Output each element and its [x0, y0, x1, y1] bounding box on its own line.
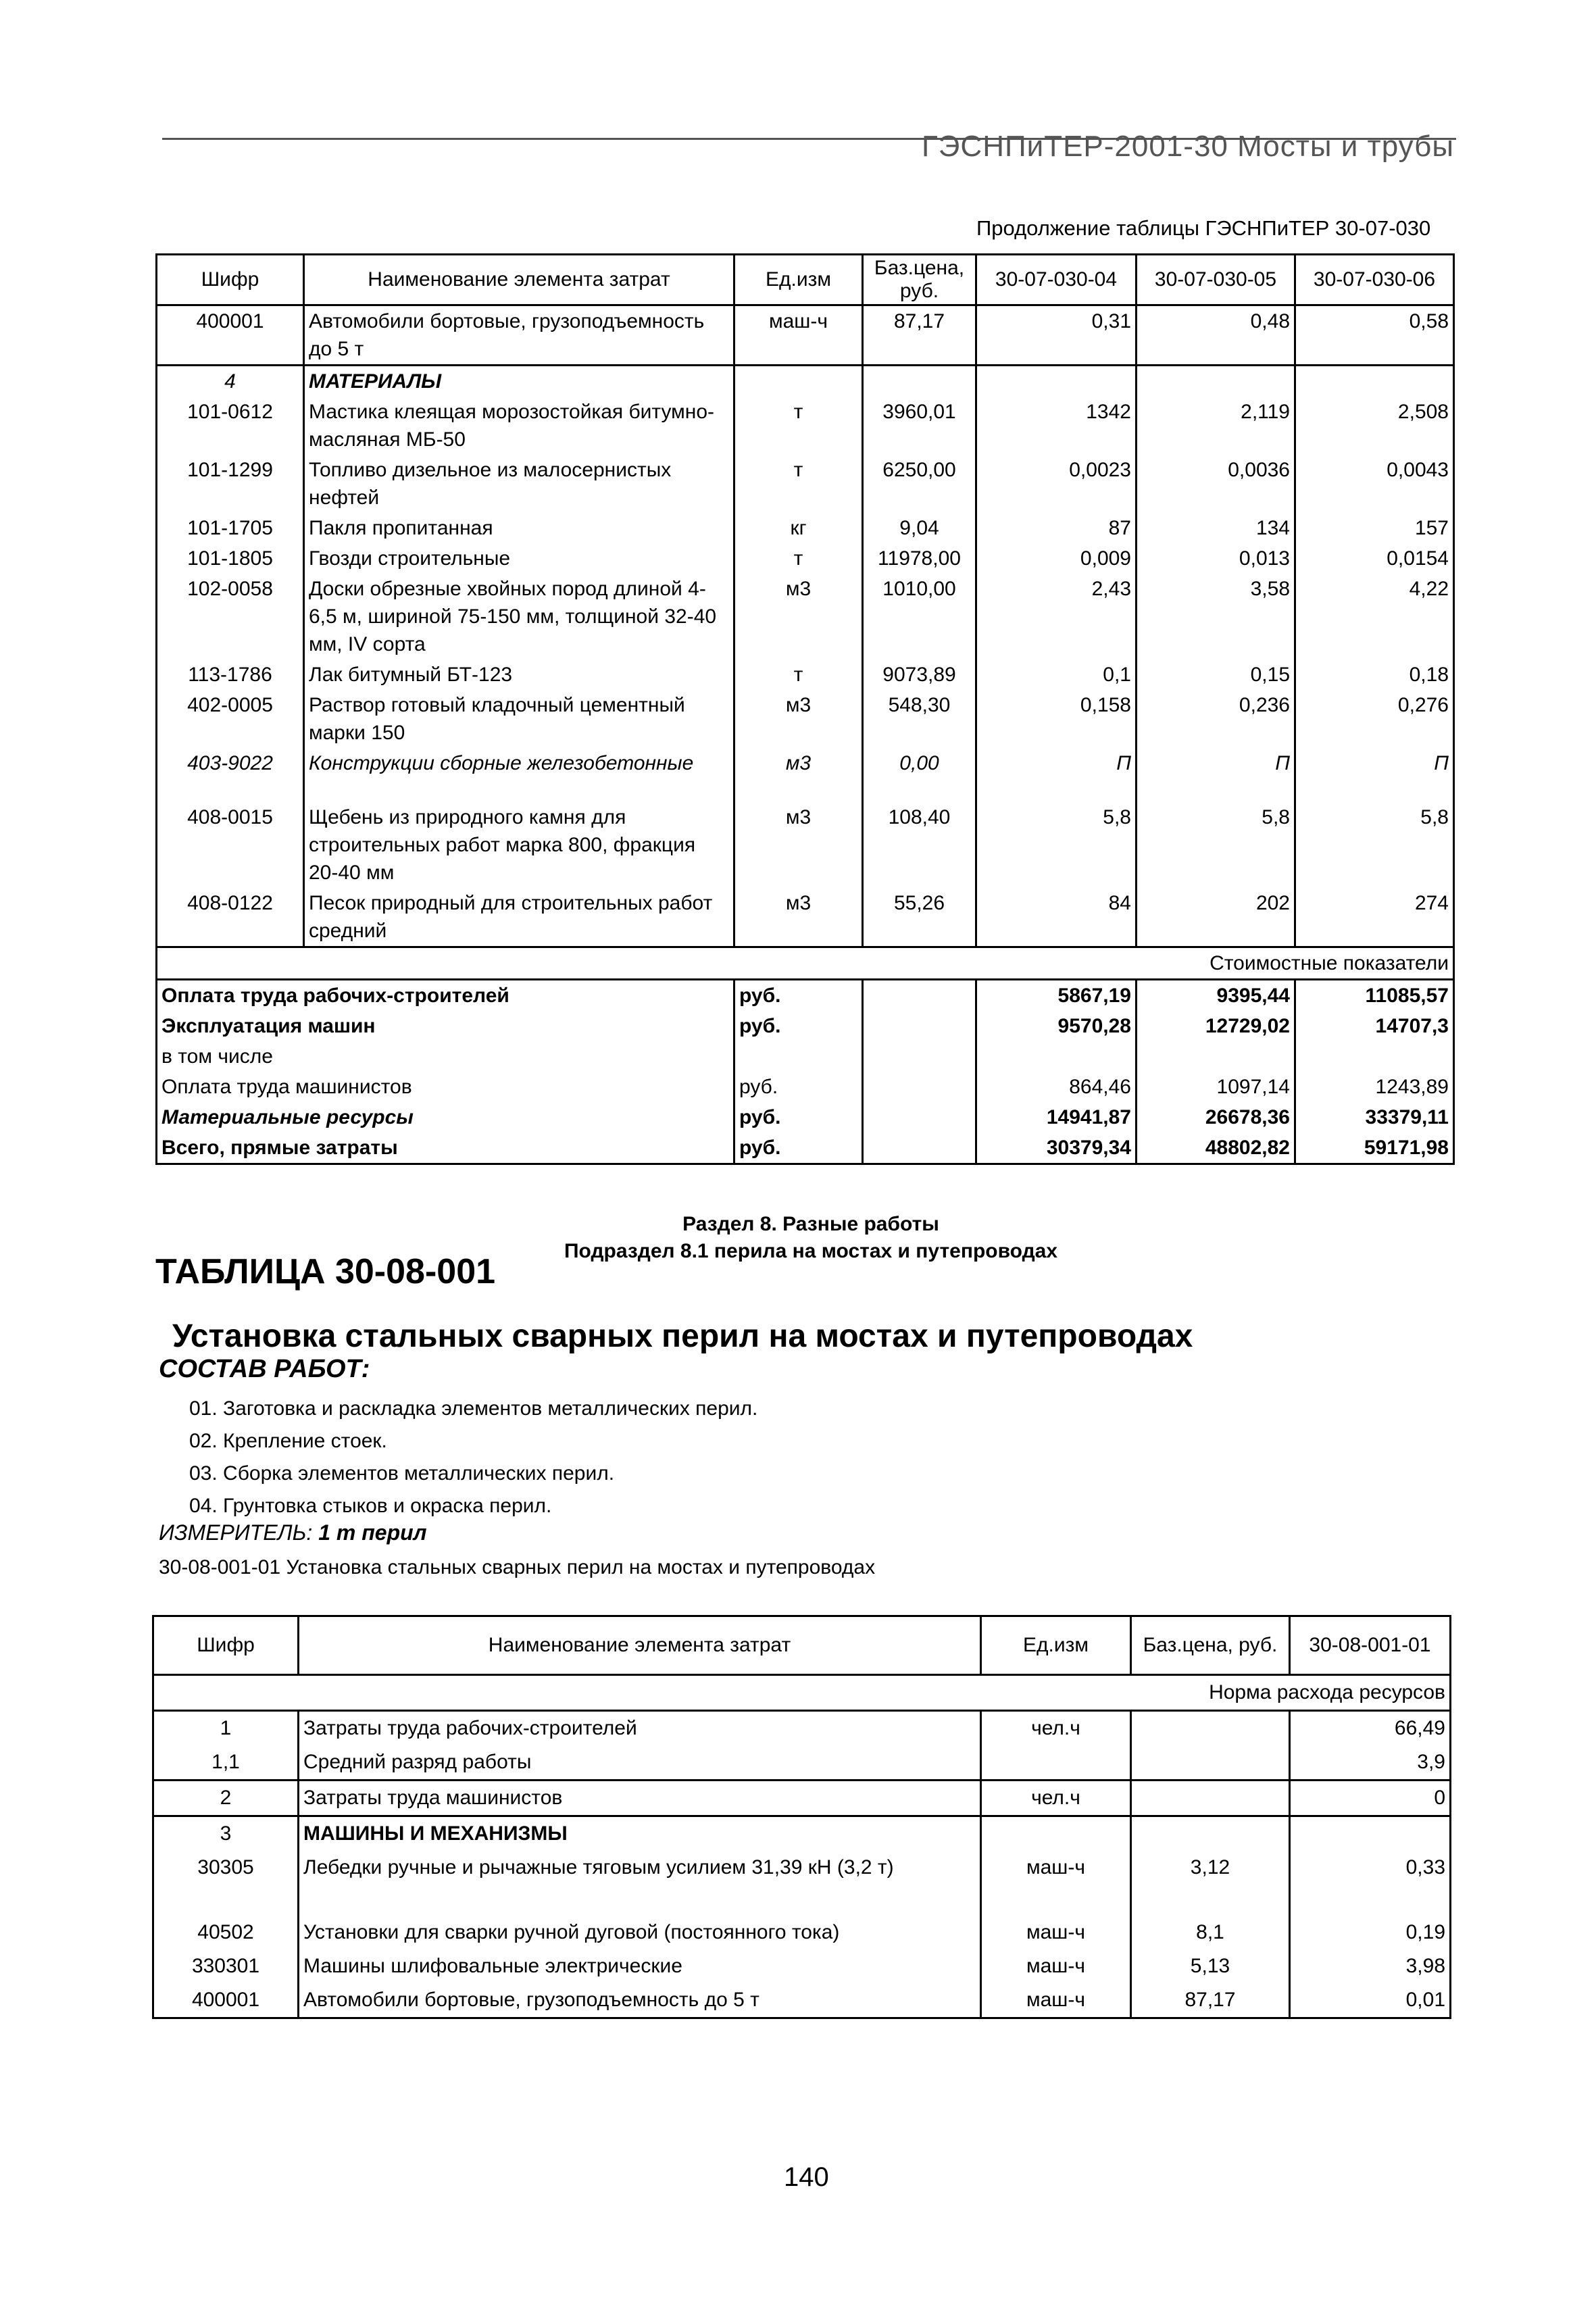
summary-unit: руб.: [734, 1102, 863, 1132]
value-cell: 0,013: [1137, 543, 1295, 574]
value-cell: П: [1295, 748, 1454, 802]
name-cell: Средний разряд работы: [299, 1745, 981, 1781]
summary-name: в том числе: [157, 1041, 734, 1072]
unit-cell: маш-ч: [981, 1983, 1131, 2018]
value-cell: 5,8: [1295, 802, 1454, 888]
cost-indicators-row: [157, 947, 1454, 980]
code-cell: 101-1805: [157, 543, 304, 574]
value-cell: 0,01: [1290, 1983, 1451, 2018]
code-cell: 101-0612: [157, 397, 304, 455]
unit-cell: маш-ч: [981, 1916, 1131, 1949]
code-cell: 408-0122: [157, 888, 304, 947]
value-cell: 66,49: [1290, 1711, 1451, 1746]
value-cell: 1342: [976, 397, 1137, 455]
header-cell: Баз.цена, руб.: [863, 255, 976, 305]
name-cell: Лак битумный БТ-123: [304, 659, 734, 690]
table-row: [153, 1916, 1451, 1949]
name-cell: Гвозди строительные: [304, 543, 734, 574]
code-cell: 101-1299: [157, 455, 304, 513]
summary-row: [157, 980, 1454, 1012]
header-cell: Баз.цена, руб.: [1131, 1616, 1290, 1675]
table-row: [157, 659, 1454, 690]
value-cell: П: [1137, 748, 1295, 802]
header-rule: [162, 138, 1456, 140]
name-cell: Автомобили бортовые, грузоподъемность до 5 т: [299, 1983, 981, 2018]
value-cell: 5,8: [1137, 802, 1295, 888]
resource-table-30-08-001: [152, 1615, 1451, 2019]
price-cell: 548,30: [863, 690, 976, 748]
price-cell: 8,1: [1131, 1916, 1290, 1949]
code-cell: 2: [153, 1781, 299, 1816]
main-title: Установка стальных сварных перил на мостах и путепроводах: [172, 1318, 1193, 1354]
value-cell: 0,31: [976, 305, 1137, 366]
price-cell: 3960,01: [863, 397, 976, 455]
unit-cell: чел.ч: [981, 1781, 1131, 1816]
table-row: [157, 543, 1454, 574]
norm-title: Норма расхода ресурсов: [153, 1675, 1451, 1711]
value-cell: 4,22: [1295, 574, 1454, 659]
value-cell: 157: [1295, 513, 1454, 543]
summary-name: Оплата труда машинистов: [157, 1072, 734, 1102]
code-cell: 3: [153, 1816, 299, 1851]
summary-row: [157, 1132, 1454, 1164]
value-cell: 274: [1295, 888, 1454, 947]
table-row: [153, 1745, 1451, 1781]
price-cell: 1010,00: [863, 574, 976, 659]
table-row: [153, 1711, 1451, 1746]
measure-value: 1 т перил: [318, 1520, 427, 1545]
summary-value: 9395,44: [1137, 980, 1295, 1012]
summary-value: 33379,11: [1295, 1102, 1454, 1132]
value-cell: 0,15: [1137, 659, 1295, 690]
unit-cell: м3: [734, 574, 863, 659]
code-cell: 330301: [153, 1949, 299, 1983]
running-header: ГЭСНПиТЕР-2001-30 Мосты и трубы: [921, 130, 1454, 163]
summary-value: 1097,14: [1137, 1072, 1295, 1102]
summary-name: Эксплуатация машин: [157, 1011, 734, 1041]
name-cell: Мастика клеящая морозостойкая битумно-масляная МБ-50: [304, 397, 734, 455]
price-cell: 11978,00: [863, 543, 976, 574]
table-row: [157, 802, 1454, 888]
table-row: [157, 513, 1454, 543]
measure-line: [159, 1520, 427, 1545]
unit-cell: [981, 1745, 1131, 1781]
summary-unit: руб.: [734, 980, 863, 1012]
table-row: [153, 1851, 1451, 1916]
header-cell: Наименование элемента затрат: [304, 255, 734, 305]
unit-cell: м3: [734, 888, 863, 947]
code-cell: 408-0015: [157, 802, 304, 888]
value-cell: 3,98: [1290, 1949, 1451, 1983]
group-name-cell: МАШИНЫ И МЕХАНИЗМЫ: [299, 1816, 981, 1851]
summary-value: 30379,34: [976, 1132, 1137, 1164]
work-item: 04. Грунтовка стыков и окраска перил.: [189, 1495, 552, 1517]
header-cell: 30-07-030-06: [1295, 255, 1454, 305]
value-cell: 2,508: [1295, 397, 1454, 455]
group-row: [157, 366, 1454, 397]
summary-value: 5867,19: [976, 980, 1137, 1012]
summary-unit: руб.: [734, 1011, 863, 1041]
value-cell: 0,18: [1295, 659, 1454, 690]
name-cell: Лебедки ручные и рычажные тяговым усилием 31,39 кН (3,2 т): [299, 1851, 981, 1916]
price-cell: [1131, 1711, 1290, 1746]
price-cell: [1131, 1781, 1290, 1816]
price-cell: 55,26: [863, 888, 976, 947]
value-cell: 5,8: [976, 802, 1137, 888]
table-header-row: [157, 255, 1454, 305]
table-row: [157, 888, 1454, 947]
unit-cell: м3: [734, 690, 863, 748]
code-cell: 400001: [157, 305, 304, 366]
table-row: [157, 574, 1454, 659]
code-cell: 40502: [153, 1916, 299, 1949]
table-continuation-caption: Продолжение таблицы ГЭСНПиТЕР 30-07-030: [976, 216, 1431, 240]
value-cell: 84: [976, 888, 1137, 947]
header-cell: 30-07-030-05: [1137, 255, 1295, 305]
header-cell: 30-08-001-01: [1290, 1616, 1451, 1675]
table-row: [153, 1983, 1451, 2018]
unit-cell: т: [734, 455, 863, 513]
work-item: 01. Заготовка и раскладка элементов металлических перил.: [189, 1397, 758, 1420]
value-cell: 0,158: [976, 690, 1137, 748]
summary-value: 26678,36: [1137, 1102, 1295, 1132]
header-cell: 30-07-030-04: [976, 255, 1137, 305]
header-cell: Ед.изм: [981, 1616, 1131, 1675]
value-cell: 0,0023: [976, 455, 1137, 513]
table-row: [153, 1781, 1451, 1816]
value-cell: 0,009: [976, 543, 1137, 574]
name-cell: Машины шлифовальные электрические: [299, 1949, 981, 1983]
value-cell: 0,58: [1295, 305, 1454, 366]
summary-row: [157, 1011, 1454, 1041]
code-cell: 30305: [153, 1851, 299, 1916]
section-title: Раздел 8. Разные работы: [682, 1213, 939, 1235]
resource-table-30-07-030: [155, 253, 1455, 1165]
name-cell: Песок природный для строительных работ средний: [304, 888, 734, 947]
header-cell: Шифр: [153, 1616, 299, 1675]
unit-cell: т: [734, 543, 863, 574]
measure-label: ИЗМЕРИТЕЛЬ:: [159, 1520, 313, 1545]
name-cell: Затраты труда рабочих-строителей: [299, 1711, 981, 1746]
header-cell: Ед.изм: [734, 255, 863, 305]
name-cell: Доски обрезные хвойных пород длиной 4-6,5 м, шириной 75-150 мм, толщиной 32-40 мм, IV сорта: [304, 574, 734, 659]
price-cell: 6250,00: [863, 455, 976, 513]
table-row: [157, 305, 1454, 366]
name-cell: Раствор готовый кладочный цементный марки 150: [304, 690, 734, 748]
price-cell: 0,00: [863, 748, 976, 802]
summary-value: 9570,28: [976, 1011, 1137, 1041]
table-row: [153, 1949, 1451, 1983]
code-cell: 113-1786: [157, 659, 304, 690]
value-cell: 3,9: [1290, 1745, 1451, 1781]
summary-value: 11085,57: [1295, 980, 1454, 1012]
unit-cell: чел.ч: [981, 1711, 1131, 1746]
price-cell: 108,40: [863, 802, 976, 888]
price-cell: 9,04: [863, 513, 976, 543]
subtable-title: 30-08-001-01 Установка стальных сварных перил на мостах и путепроводах: [159, 1556, 876, 1578]
summary-value: 14941,87: [976, 1102, 1137, 1132]
value-cell: 0,0043: [1295, 455, 1454, 513]
value-cell: П: [976, 748, 1137, 802]
summary-unit: руб.: [734, 1072, 863, 1102]
unit-cell: маш-ч: [981, 1949, 1131, 1983]
unit-cell: т: [734, 397, 863, 455]
price-cell: 87,17: [863, 305, 976, 366]
value-cell: 202: [1137, 888, 1295, 947]
group-row: [153, 1816, 1451, 1851]
summary-value: 1243,89: [1295, 1072, 1454, 1102]
cost-indicators-title: Стоимостные показатели: [157, 947, 1454, 980]
unit-cell: т: [734, 659, 863, 690]
name-cell: Затраты труда машинистов: [299, 1781, 981, 1816]
price-cell: 87,17: [1131, 1983, 1290, 2018]
code-cell: 1,1: [153, 1745, 299, 1781]
work-item: 02. Крепление стоек.: [189, 1430, 387, 1452]
price-cell: 3,12: [1131, 1851, 1290, 1916]
price-cell: 5,13: [1131, 1949, 1290, 1983]
unit-cell: кг: [734, 513, 863, 543]
subsection-title: Подраздел 8.1 перила на мостах и путепроводах: [564, 1240, 1058, 1262]
table-row: [157, 397, 1454, 455]
value-cell: 0,0154: [1295, 543, 1454, 574]
price-cell: 9073,89: [863, 659, 976, 690]
summary-unit: руб.: [734, 1132, 863, 1164]
name-cell: Автомобили бортовые, грузоподъемность до 5 т: [304, 305, 734, 366]
norm-title-row: [153, 1675, 1451, 1711]
summary-row: [157, 1102, 1454, 1132]
code-cell: 1: [153, 1711, 299, 1746]
name-cell: Конструкции сборные железобетонные: [304, 748, 734, 802]
table-row: [157, 748, 1454, 802]
value-cell: 2,119: [1137, 397, 1295, 455]
value-cell: 3,58: [1137, 574, 1295, 659]
unit-cell: м3: [734, 802, 863, 888]
table-header-row: [153, 1616, 1451, 1675]
value-cell: 0,19: [1290, 1916, 1451, 1949]
group-name-cell: МАТЕРИАЛЫ: [304, 366, 734, 397]
work-item: 03. Сборка элементов металлических перил.: [189, 1462, 615, 1485]
summary-row: [157, 1072, 1454, 1102]
works-label: СОСТАВ РАБОТ:: [159, 1355, 370, 1383]
value-cell: 2,43: [976, 574, 1137, 659]
price-cell: [1131, 1745, 1290, 1781]
code-cell: 4: [157, 366, 304, 397]
value-cell: 0,48: [1137, 305, 1295, 366]
summary-value: 864,46: [976, 1072, 1137, 1102]
unit-cell: м3: [734, 748, 863, 802]
name-cell: Пакля пропитанная: [304, 513, 734, 543]
value-cell: 0,1: [976, 659, 1137, 690]
code-cell: 402-0005: [157, 690, 304, 748]
summary-name: Всего, прямые затраты: [157, 1132, 734, 1164]
code-cell: 403-9022: [157, 748, 304, 802]
value-cell: 87: [976, 513, 1137, 543]
header-cell: Наименование элемента затрат: [299, 1616, 981, 1675]
name-cell: Установки для сварки ручной дуговой (постоянного тока): [299, 1916, 981, 1949]
table-row: [157, 690, 1454, 748]
name-cell: Щебень из природного камня для строительных работ марка 800, фракция 20-40 мм: [304, 802, 734, 888]
name-cell: Топливо дизельное из малосернистых нефтей: [304, 455, 734, 513]
summary-name: Оплата труда рабочих-строителей: [157, 980, 734, 1012]
table-row: [157, 455, 1454, 513]
code-cell: 101-1705: [157, 513, 304, 543]
summary-value: 12729,02: [1137, 1011, 1295, 1041]
summary-row: [157, 1041, 1454, 1072]
unit-cell: маш-ч: [981, 1851, 1131, 1916]
header-cell: Шифр: [157, 255, 304, 305]
summary-value: 48802,82: [1137, 1132, 1295, 1164]
summary-value: 59171,98: [1295, 1132, 1454, 1164]
code-cell: 102-0058: [157, 574, 304, 659]
summary-name: Материальные ресурсы: [157, 1102, 734, 1132]
table-name: ТАБЛИЦА 30-08-001: [155, 1252, 496, 1291]
unit-cell: маш-ч: [734, 305, 863, 366]
code-cell: 400001: [153, 1983, 299, 2018]
value-cell: 0: [1290, 1781, 1451, 1816]
value-cell: 0,33: [1290, 1851, 1451, 1916]
page-number: 140: [784, 2162, 829, 2192]
value-cell: 0,236: [1137, 690, 1295, 748]
value-cell: 0,0036: [1137, 455, 1295, 513]
summary-value: 14707,3: [1295, 1011, 1454, 1041]
value-cell: 0,276: [1295, 690, 1454, 748]
value-cell: 134: [1137, 513, 1295, 543]
